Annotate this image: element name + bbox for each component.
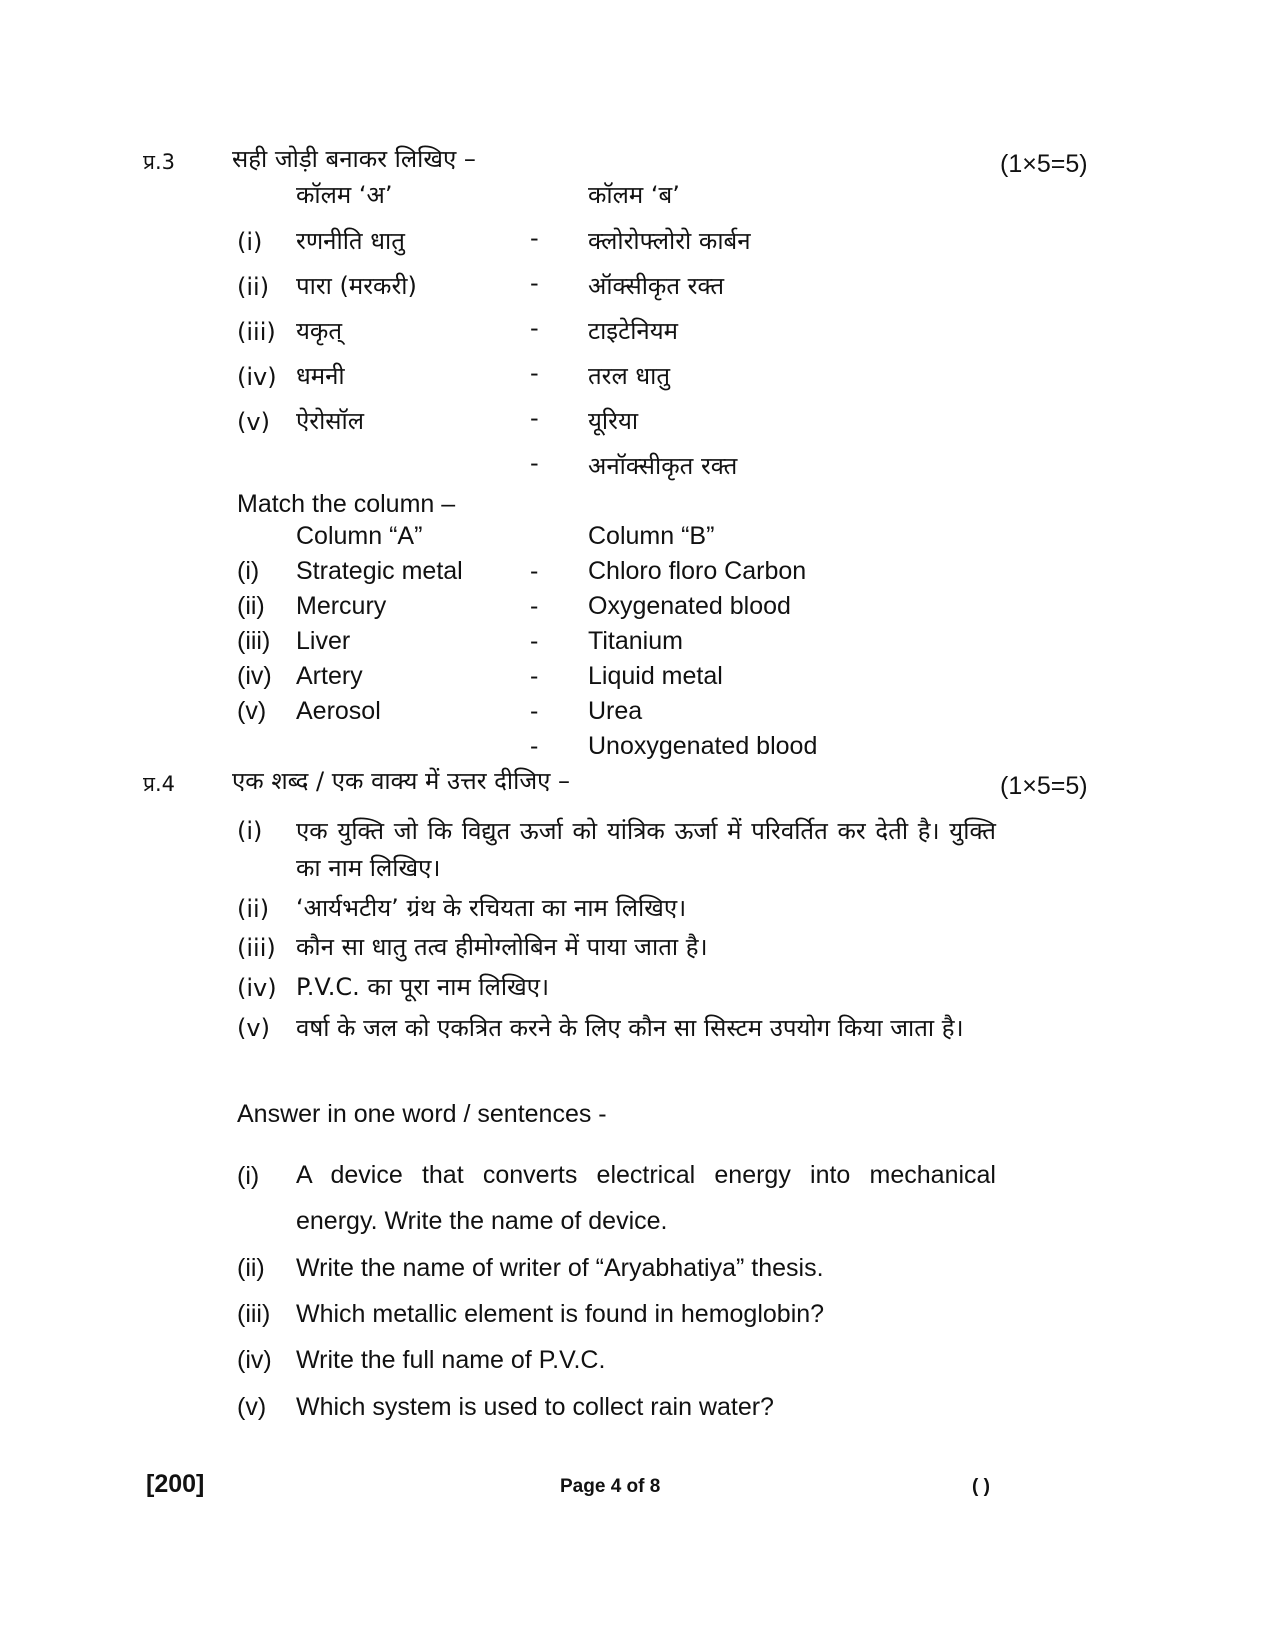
row-column-b: Chloro floro Carbon	[588, 557, 807, 585]
question-roman: (v)	[237, 1393, 267, 1421]
question-roman: (i)	[237, 817, 263, 845]
row-column-b: यूरिया	[588, 407, 639, 435]
question-text: एक युक्ति जो कि विद्युत ऊर्जा को यांत्रिक ऊर्जा में परिवर्तित कर देती है। युक्ति का नाम लिखिए।	[296, 817, 996, 882]
q4-number: प्र.4	[143, 772, 175, 796]
row-dash: -	[530, 224, 539, 252]
q4-marks: (1×5=5)	[1000, 772, 1088, 800]
question-text: Which system is used to collect rain water?	[296, 1393, 774, 1421]
row-roman: (iii)	[237, 318, 276, 346]
row-column-b: Titanium	[588, 627, 683, 655]
row-column-b: तरल धातु	[588, 362, 671, 390]
row-roman: (i)	[237, 228, 263, 256]
row-dash: -	[530, 662, 539, 690]
paper-code: [200]	[146, 1470, 205, 1498]
row-column-b-extra: अनॉक्सीकृत रक्त	[588, 452, 738, 480]
q3-marks: (1×5=5)	[1000, 150, 1088, 178]
question-text: A device that converts electrical energy into mechanical energy. Write the name of device.	[296, 1161, 996, 1235]
q3-english-column-a-heading: Column “A”	[296, 522, 423, 550]
q3-hindi-column-b-heading: कॉलम ‘ब’	[588, 181, 680, 209]
q3-english-instruction: Match the column –	[237, 490, 456, 518]
row-dash: -	[530, 449, 539, 477]
q4-instruction-hindi: एक शब्द / एक वाक्य में उत्तर दीजिए –	[232, 767, 571, 795]
page-number: Page 4 of 8	[560, 1476, 661, 1497]
row-column-a: यकृत्	[296, 317, 343, 345]
row-roman: (i)	[237, 557, 260, 585]
q4-english-instruction: Answer in one word / sentences -	[237, 1100, 607, 1128]
q3-instruction-hindi: सही जोड़ी बनाकर लिखिए –	[232, 145, 476, 173]
question-roman: (iv)	[237, 1346, 272, 1374]
q3-hindi-column-a-heading: कॉलम ‘अ’	[296, 181, 393, 209]
row-dash: -	[530, 627, 539, 655]
row-column-b: क्लोरोफ्लोरो कार्बन	[588, 227, 751, 255]
footer-right-mark: ( )	[972, 1476, 990, 1497]
row-dash: -	[530, 732, 539, 760]
row-roman: (v)	[237, 408, 270, 436]
question-roman: (ii)	[237, 1254, 265, 1282]
row-column-b: Liquid metal	[588, 662, 723, 690]
row-dash: -	[530, 697, 539, 725]
row-column-a: Artery	[296, 662, 363, 690]
row-column-a: धमनी	[296, 362, 345, 390]
question-text: वर्षा के जल को एकत्रित करने के लिए कौन सा सिस्टम उपयोग किया जाता है।	[296, 1014, 964, 1042]
row-dash: -	[530, 269, 539, 297]
q3-english-column-b-heading: Column “B”	[588, 522, 715, 550]
row-dash: -	[530, 314, 539, 342]
row-roman: (v)	[237, 697, 267, 725]
q3-number: प्र.3	[143, 150, 175, 174]
row-roman: (iii)	[237, 627, 271, 655]
row-column-b: टाइटेनियम	[588, 317, 678, 345]
question-text: कौन सा धातु तत्व हीमोग्लोबिन में पाया जाता है।	[296, 933, 708, 961]
row-column-a: Aerosol	[296, 697, 381, 725]
row-roman: (ii)	[237, 592, 265, 620]
row-column-a: रणनीति धातु	[296, 227, 405, 255]
row-column-b: ऑक्सीकृत रक्त	[588, 272, 725, 300]
row-dash: -	[530, 557, 539, 585]
row-column-a: पारा (मरकरी)	[296, 272, 417, 300]
row-column-b: Urea	[588, 697, 643, 725]
row-column-a: Strategic metal	[296, 557, 463, 585]
row-dash: -	[530, 359, 539, 387]
question-roman: (i)	[237, 1162, 260, 1190]
row-column-a: Liver	[296, 627, 351, 655]
question-text: P.V.C. का पूरा नाम लिखिए।	[296, 973, 550, 1001]
question-text: Write the name of writer of “Aryabhatiya” thesis.	[296, 1254, 824, 1282]
row-roman: (ii)	[237, 273, 270, 301]
row-dash: -	[530, 592, 539, 620]
question-text: ‘आर्यभटीय’ ग्रंथ के रचियता का नाम लिखिए।	[296, 894, 687, 922]
row-column-a: ऐरोसॉल	[296, 407, 365, 435]
row-dash: -	[530, 404, 539, 432]
row-roman: (iv)	[237, 662, 272, 690]
question-roman: (iii)	[237, 934, 276, 962]
question-roman: (iii)	[237, 1300, 271, 1328]
question-roman: (ii)	[237, 895, 270, 923]
row-column-b-extra: Unoxygenated blood	[588, 732, 818, 760]
question-text: Which metallic element is found in hemoglobin?	[296, 1300, 825, 1328]
row-column-a: Mercury	[296, 592, 387, 620]
question-roman: (v)	[237, 1014, 270, 1042]
row-roman: (iv)	[237, 363, 277, 391]
row-column-b: Oxygenated blood	[588, 592, 791, 620]
question-text: Write the full name of P.V.C.	[296, 1346, 606, 1374]
question-roman: (iv)	[237, 974, 277, 1002]
